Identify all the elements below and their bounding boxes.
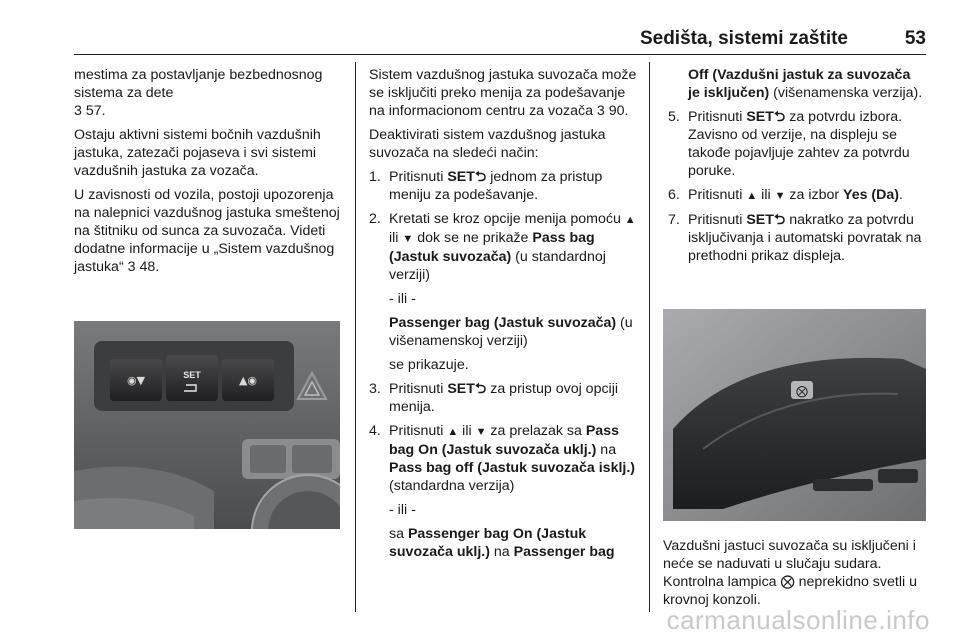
dashboard-buttons-illustration [74, 321, 340, 529]
step-5: 5. Pritisnuti SET⮌ za potvrdu izbora. Zavisno od verzije, na displeju se takođe pojavljuje zahtev za potvrdu poruke. [668, 109, 910, 179]
col2-para2: Deaktivirati sistem vazdušnog jastuka suvozača na sledeći način: [369, 127, 606, 161]
return-icon: ⮌ [773, 109, 786, 125]
col1-para1: mestima za postavljanje bezbednosnog sistema za dete 3 57. [74, 67, 323, 119]
watermark: carmanualsonline.info [666, 605, 930, 635]
column-3 [668, 66, 926, 271]
page-title: Sedišta, sistemi zaštite [639, 28, 848, 49]
arrow-down-icon: ▼ [402, 233, 414, 245]
page-number: 53 [904, 28, 926, 49]
arrow-up-icon: ▲ [624, 214, 636, 226]
dashboard-buttons-photo [74, 321, 340, 529]
step-6: 6. Pritisnuti ▲ ili ▼ za izbor Yes (Da). [668, 187, 903, 203]
page-reference[interactable]: 3 90. [596, 103, 629, 119]
col2-para1: Sistem vazdušnog jastuka suvozača može se isključiti preko menija za podešavanje na informacionom centru za vozača 3 90. [369, 67, 637, 119]
button-label: ◉▼ [126, 374, 146, 387]
step-2: 2. Kretati se kroz opcije menija pomoću ▲ ili ▼ dok se ne prikaže Pass bag (Jastuk suvozača) (u standardnoj verziji) - ili - Passenger bag (Jastuk suvozača) (u višenamenskoj verziji) se prikazuje. [369, 211, 636, 373]
col1-para3: U zavisnosti od vozila, postoji upozorenja na nalepnici vazdušnog jastuka smeštenoj na štitniku od sunca za suvozača. Videti dodatne informacije u „Sistem vazdušnog jastuka“ 3 48. [74, 187, 340, 275]
page-reference[interactable]: 3 48. [127, 259, 160, 275]
roof-console-illustration [663, 309, 926, 521]
arrow-up-icon: ▲ [447, 426, 459, 438]
page-reference[interactable]: 3 57. [74, 103, 106, 119]
step-4: 4. Pritisnuti ▲ ili ▼ za prelazak sa Pass bag On (Jastuk suvozača uklj.) na Pass bag off (Jastuk suvozača isklj.) (standardna verzija) - ili - sa Passenger bag On (Jastuk suvozača uklj.) na Passenger bag [369, 423, 636, 560]
column-divider-1 [355, 62, 356, 612]
photo-caption: Vazdušni jastuci suvozača su isključeni i neće se naduvati u slučaju sudara. Kontrolna lampica ⨂ neprekidno svetli u krovnoj konzoli. [663, 538, 917, 608]
roof-console-photo [663, 309, 926, 521]
header-divider [74, 54, 926, 55]
button-label: SET [183, 370, 201, 380]
step-3: 3. Pritisnuti SET⮌ za pristup ovoj opciji menija. [369, 381, 619, 415]
return-icon: ⮌ [474, 169, 487, 185]
page-header [74, 28, 926, 52]
column-divider-2 [649, 62, 650, 612]
steps-list-continued [668, 108, 926, 265]
airbag-off-lamp-icon: ⨂ [780, 574, 795, 590]
return-icon: ⮌ [773, 212, 786, 228]
col3-continuation: Off (Vazdušni jastuk za suvozača je isključen) (višenamenska verzija). [688, 67, 923, 101]
steps-list [369, 168, 641, 561]
return-icon: ⮌ [474, 381, 487, 397]
column-2 [369, 66, 641, 567]
col1-para2: Ostaju aktivni sistemi bočnih vazdušnih jastuka, zatezači pojaseva i svi sistemi vazdušnih jastuka za vozača. [74, 127, 321, 179]
arrow-down-icon: ▼ [475, 426, 487, 438]
button-label: ▲◉ [238, 374, 258, 387]
airbag-off-indicator-icon: ⨂ [796, 384, 808, 398]
step-1: 1. Pritisnuti SET⮌ jednom za pristup meniju za podešavanje. [369, 169, 603, 203]
column-1 [74, 66, 346, 282]
arrow-up-icon: ▲ [746, 190, 758, 202]
arrow-down-icon: ▼ [774, 190, 786, 202]
step-7: 7. Pritisnuti SET⮌ nakratko za potvrdu isključivanja i automatski povratak na prethodni prikaz displeja. [668, 212, 922, 264]
